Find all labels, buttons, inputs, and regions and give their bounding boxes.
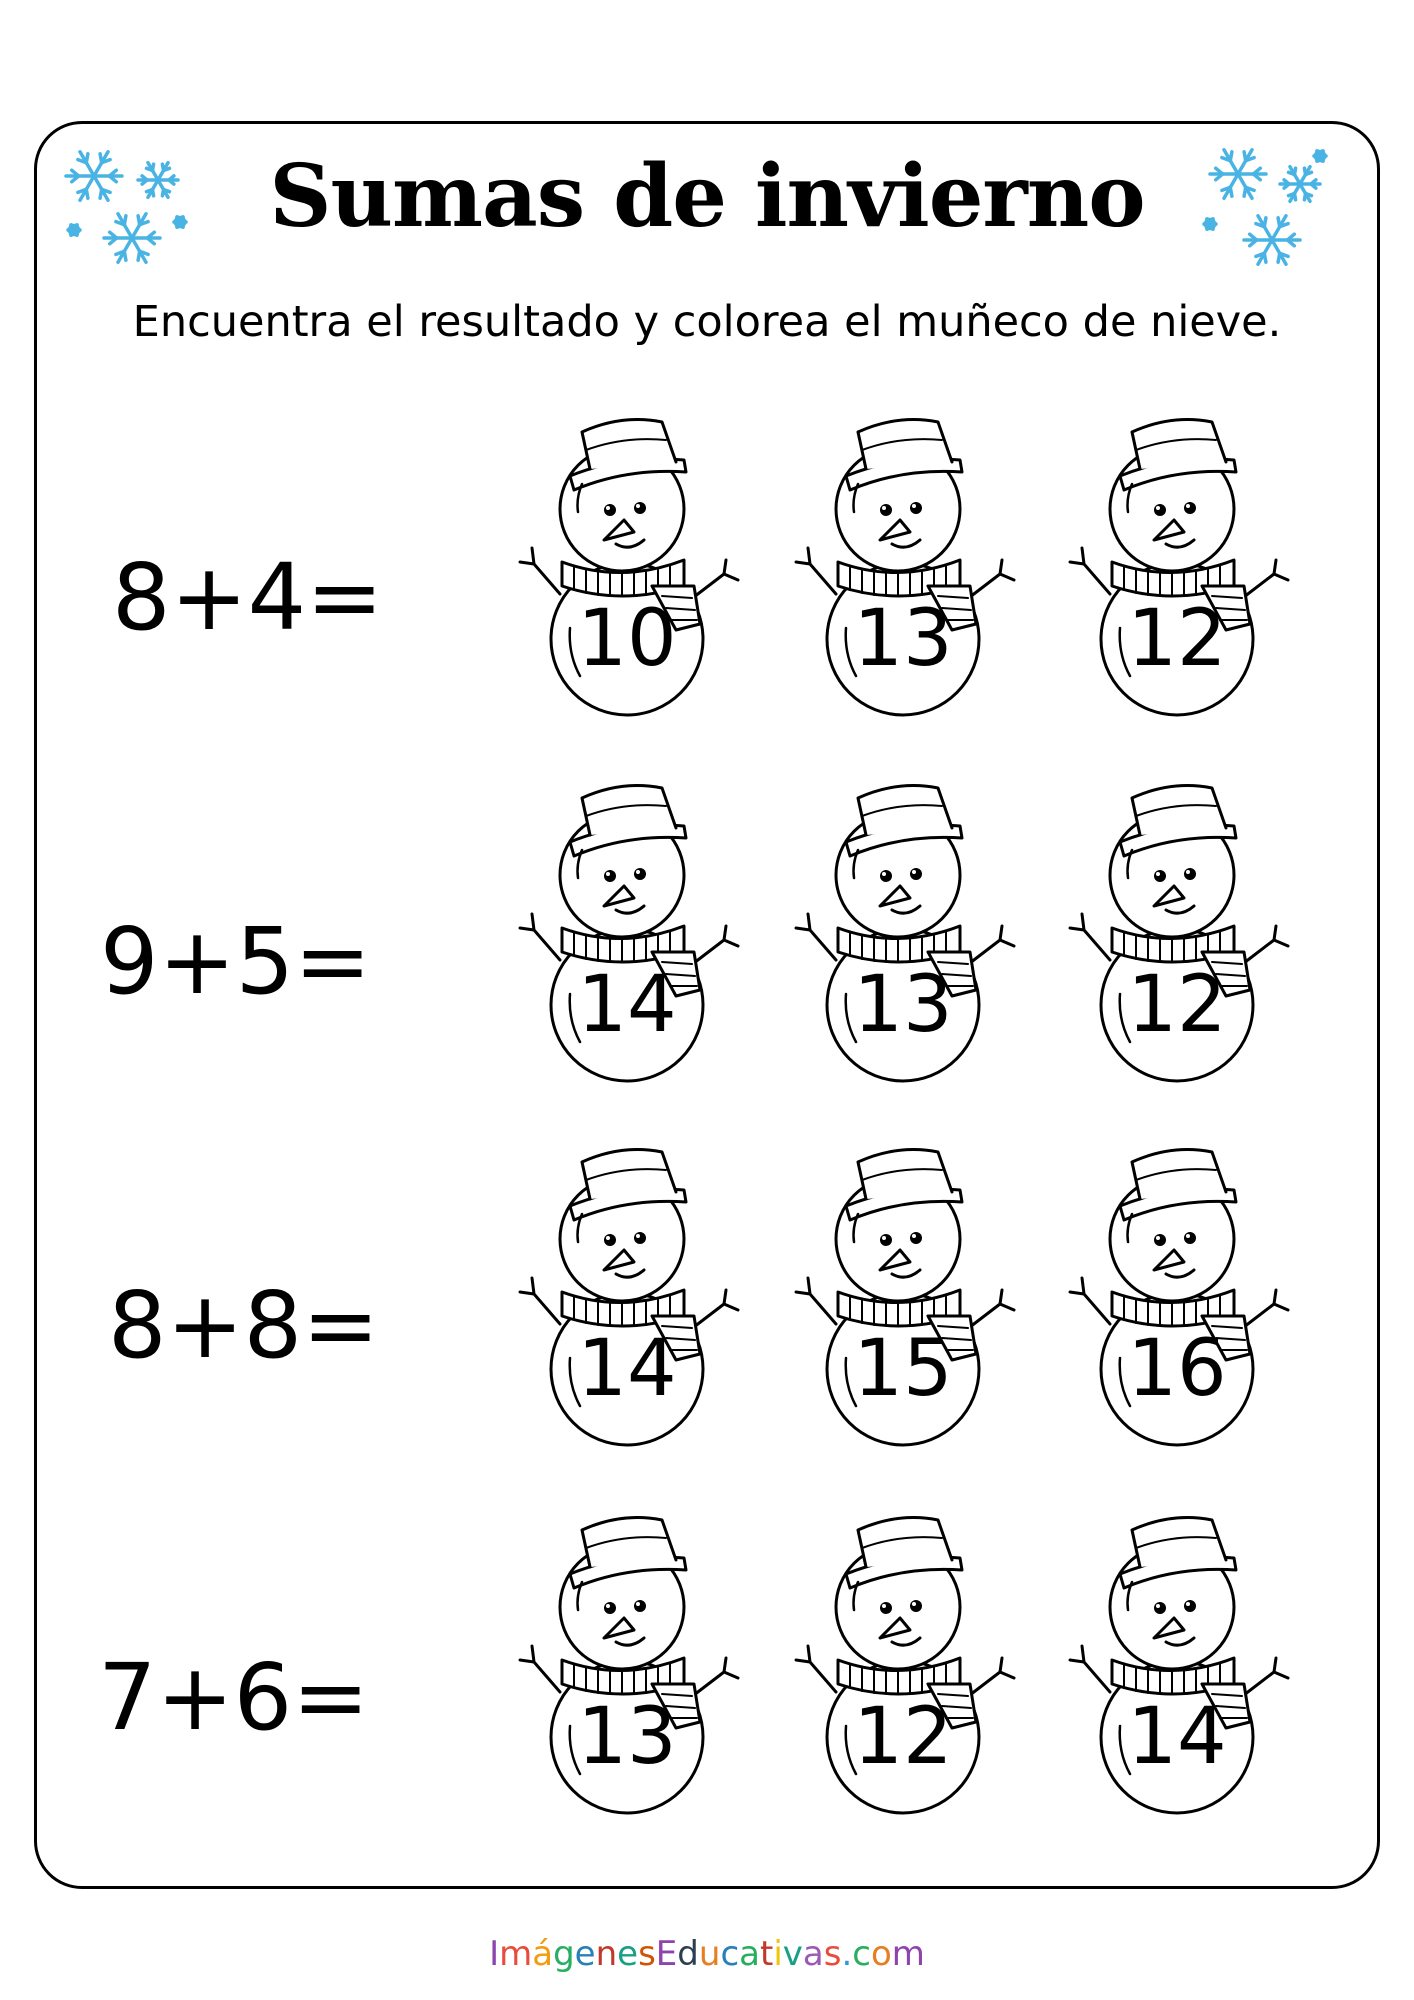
snowman-number: 15 (853, 1324, 953, 1414)
equation-1: 8+4= (112, 544, 384, 651)
snowman-option-3-3[interactable] (1062, 1144, 1292, 1454)
snowman-number: 13 (853, 594, 953, 684)
equation-3: 8+8= (108, 1272, 380, 1379)
snowman-number: 12 (1127, 594, 1227, 684)
snowman-number: 13 (577, 1692, 677, 1782)
equation-2: 9+5= (100, 908, 372, 1015)
snowman-number: 12 (1127, 960, 1227, 1050)
snowman-option-4-1[interactable] (512, 1512, 742, 1822)
snowman-number: 10 (577, 594, 677, 684)
instruction-text: Encuentra el resultado y colorea el muñeco de nieve. (132, 297, 1282, 347)
equation-4: 7+6= (98, 1644, 370, 1751)
snowman-number: 12 (853, 1692, 953, 1782)
snowman-option-1-3[interactable] (1062, 414, 1292, 724)
snowman-option-2-3[interactable] (1062, 780, 1292, 1090)
snowman-number: 14 (577, 1324, 677, 1414)
snowman-option-4-2[interactable] (788, 1512, 1018, 1822)
footer-site-name (0, 1932, 1414, 1976)
snowman-option-4-3[interactable] (1062, 1512, 1292, 1822)
snowman-option-1-1[interactable] (512, 414, 742, 724)
snowman-number: 16 (1127, 1324, 1227, 1414)
snowman-number: 14 (577, 960, 677, 1050)
snowman-option-3-1[interactable] (512, 1144, 742, 1454)
page-title: Sumas de invierno (269, 146, 1145, 247)
snowman-option-2-2[interactable] (788, 780, 1018, 1090)
snowman-option-3-2[interactable] (788, 1144, 1018, 1454)
snowman-option-1-2[interactable] (788, 414, 1018, 724)
footer-text: ImágenesEducativas.com (489, 1934, 925, 1974)
snowman-number: 14 (1127, 1692, 1227, 1782)
snowman-option-2-1[interactable] (512, 780, 742, 1090)
snowman-number: 13 (853, 960, 953, 1050)
